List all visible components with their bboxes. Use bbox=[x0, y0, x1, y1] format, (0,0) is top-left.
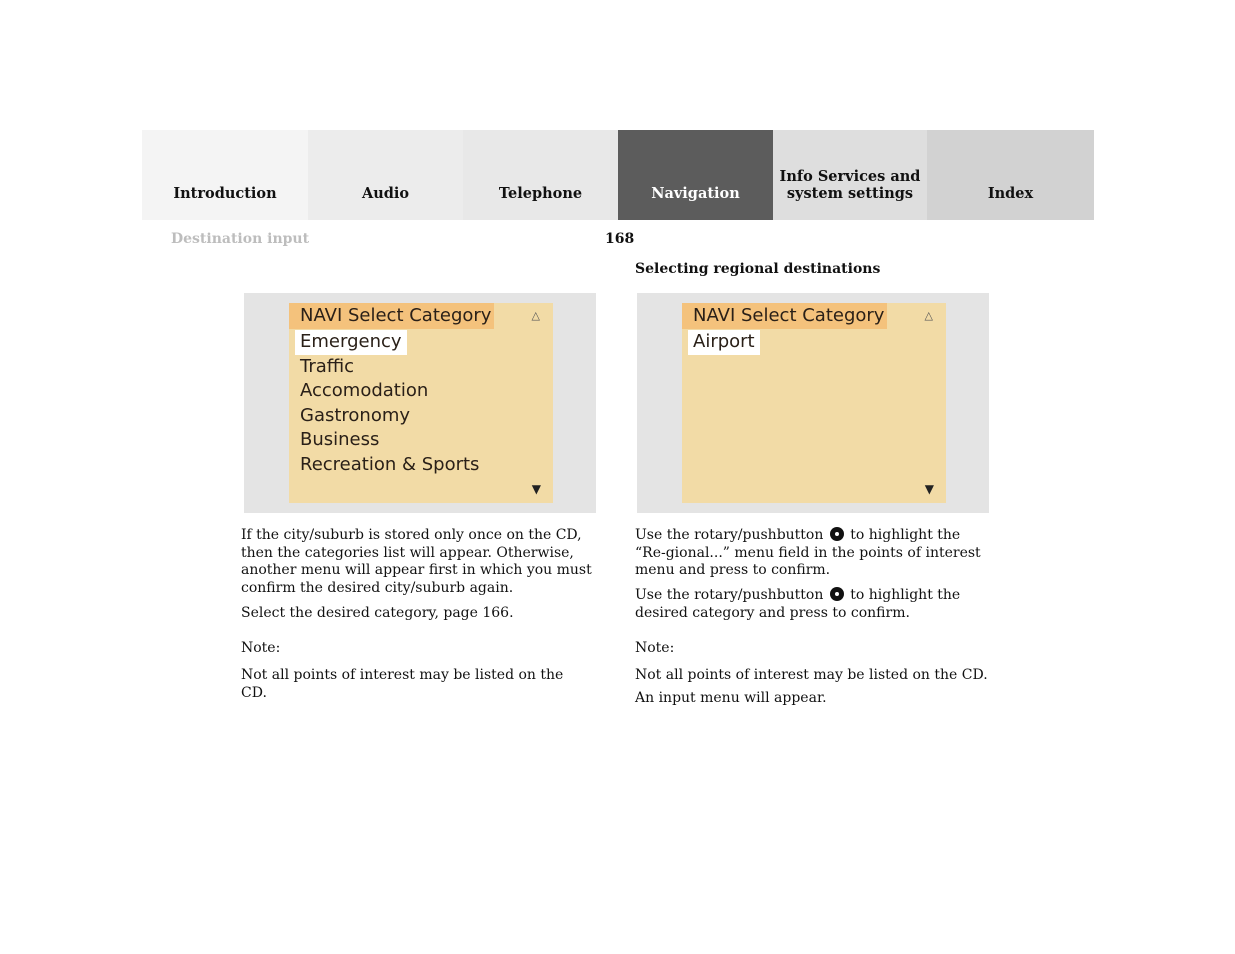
list-item: Traffic bbox=[300, 355, 355, 377]
left-paragraph-2: Select the desired category, page 166. bbox=[241, 605, 514, 621]
right-note: Not all points of interest may be listed on the CD. bbox=[635, 667, 988, 683]
tab-label-line2: system settings bbox=[786, 185, 914, 202]
chapter-tabs bbox=[142, 130, 1094, 220]
tab-label: Navigation bbox=[651, 185, 740, 202]
screenshot-frame-right bbox=[637, 293, 989, 513]
category-list bbox=[295, 330, 479, 477]
list-item-selected: Emergency bbox=[295, 330, 407, 355]
rotary-pushbutton-icon bbox=[830, 527, 844, 541]
scroll-down-icon: ▼ bbox=[924, 482, 934, 496]
screen-title: NAVI Select Category bbox=[682, 303, 887, 329]
list-item: Gastronomy bbox=[300, 404, 411, 426]
tab-label: Audio bbox=[361, 185, 410, 202]
left-note: Not all points of interest may be listed on the CD. bbox=[241, 667, 564, 701]
tab-navigation[interactable] bbox=[618, 130, 773, 220]
tab-label-line1: Info Services and bbox=[779, 168, 921, 185]
section-title: Destination input bbox=[171, 231, 310, 247]
scroll-up-icon: △ bbox=[924, 309, 933, 322]
navi-screen-right bbox=[682, 303, 946, 503]
list-item: Recreation & Sports bbox=[300, 453, 480, 475]
tab-telephone[interactable] bbox=[463, 130, 618, 220]
tab-introduction[interactable] bbox=[142, 130, 308, 220]
left-paragraph-1: If the city/suburb is stored only once on the CD, then the categories list will appear. Otherwise, another menu will appear first in which you must confirm the desired city/suburb again. bbox=[241, 527, 592, 596]
left-note-label: Note: bbox=[241, 640, 281, 656]
tab-label: Telephone bbox=[498, 185, 583, 202]
list-item: Accomodation bbox=[300, 380, 429, 401]
scroll-up-icon: △ bbox=[531, 309, 540, 322]
screen-title: NAVI Select Category bbox=[289, 303, 494, 329]
tab-label: Introduction bbox=[173, 185, 277, 202]
right-note-label: Note: bbox=[635, 640, 675, 656]
navi-screen-left bbox=[289, 303, 553, 503]
page-heading: Selecting regional destinations bbox=[635, 261, 881, 277]
tab-label: Index bbox=[987, 185, 1034, 202]
screenshot-frame-left bbox=[244, 293, 596, 513]
tab-index[interactable] bbox=[927, 130, 1094, 220]
list-item-selected: Airport bbox=[688, 330, 760, 355]
rotary-pushbutton-icon bbox=[830, 587, 844, 601]
tab-audio[interactable] bbox=[308, 130, 463, 220]
scroll-down-icon: ▼ bbox=[531, 482, 541, 496]
list-item: Business bbox=[300, 429, 380, 450]
right-paragraph-2: Use the rotary/pushbutton to highlight the desired category and press to confirm. bbox=[635, 587, 961, 621]
tab-info-services[interactable] bbox=[773, 130, 927, 220]
right-paragraph-1: Use the rotary/pushbutton to highlight the “Re-gional...” menu field in the points of interest menu and press to confirm. bbox=[635, 527, 981, 578]
right-paragraph-3: An input menu will appear. bbox=[635, 690, 827, 706]
page-number: 168 bbox=[605, 231, 635, 247]
category-list bbox=[688, 330, 760, 355]
